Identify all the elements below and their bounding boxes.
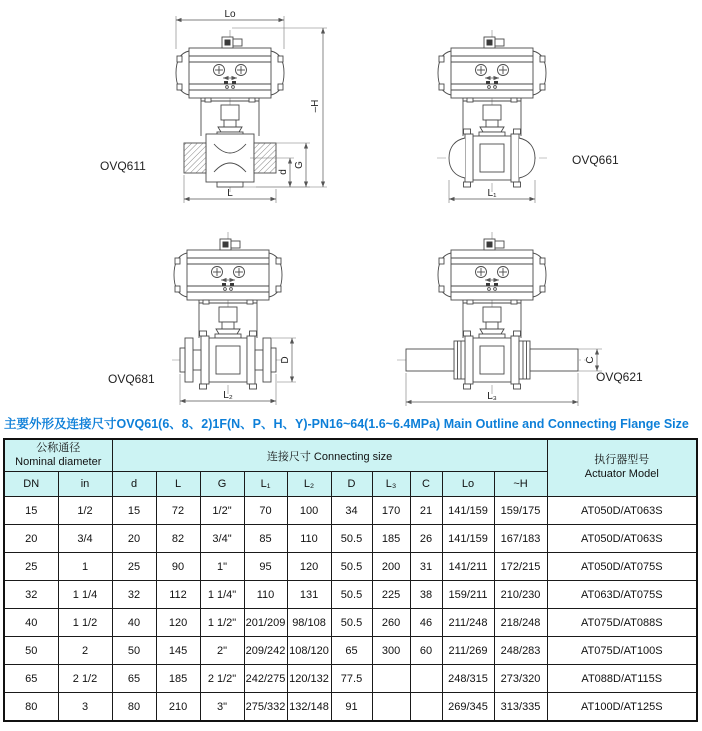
table-cell: 65 [4, 665, 58, 693]
table-cell: 46 [410, 609, 442, 637]
table-cell: 131 [287, 581, 331, 609]
table-cell: 70 [244, 497, 287, 525]
table-cell: 210/230 [494, 581, 547, 609]
table-cell: 2 [58, 637, 112, 665]
table-cell: 3 [58, 693, 112, 722]
table-cell: 1 [58, 553, 112, 581]
table-cell: AT075D/AT100S [547, 637, 697, 665]
table-row [4, 693, 697, 722]
col-l2: L₂ [287, 472, 331, 497]
table-cell: 25 [112, 553, 156, 581]
col-h: ~H [494, 472, 547, 497]
table-cell: 145 [156, 637, 200, 665]
table-cell: 91 [331, 693, 372, 722]
table-cell: 211/269 [442, 637, 494, 665]
header-nominal-zh: 公称通径 [36, 441, 81, 454]
table-cell: 209/242 [244, 637, 287, 665]
table-cell: 120 [156, 609, 200, 637]
col-dd: D [331, 472, 372, 497]
table-row [4, 609, 697, 637]
table-cell: 1 1/4 [58, 581, 112, 609]
table-cell: 141/211 [442, 553, 494, 581]
table-cell: 248/315 [442, 665, 494, 693]
table-cell: 3" [200, 693, 244, 722]
diagram-ovq661 [437, 30, 619, 203]
table-cell: 100 [287, 497, 331, 525]
table-cell: 26 [410, 525, 442, 553]
table-cell: 31 [410, 553, 442, 581]
dim-label-lo: Lo [224, 9, 236, 20]
table-cell: 40 [4, 609, 58, 637]
table-cell: 275/332 [244, 693, 287, 722]
col-l3: L₃ [372, 472, 410, 497]
model-label-ovq681: OVQ681 [108, 372, 155, 386]
dim-label-c: C [585, 356, 596, 364]
model-label-ovq621: OVQ621 [596, 370, 643, 384]
table-cell: 40 [112, 609, 156, 637]
table-cell: 167/183 [494, 525, 547, 553]
table-cell: 98/108 [287, 609, 331, 637]
table-cell: 32 [4, 581, 58, 609]
table-cell: 1 1/2 [58, 609, 112, 637]
table-cell: 108/120 [287, 637, 331, 665]
col-c: C [410, 472, 442, 497]
dimension-c [578, 349, 602, 371]
table-cell: 82 [156, 525, 200, 553]
table-cell: 50.5 [331, 609, 372, 637]
dim-label-l: L [227, 188, 233, 199]
model-label-ovq611: OVQ611 [100, 159, 146, 173]
table-cell: 60 [410, 637, 442, 665]
table-cell: 20 [4, 525, 58, 553]
table-row [4, 525, 697, 553]
header-actuator-en: Actuator Model [584, 468, 659, 480]
dim-label-h: –H [310, 99, 321, 113]
table-cell: AT050D/AT075S [547, 553, 697, 581]
table-cell [372, 693, 410, 722]
table-cell: 15 [4, 497, 58, 525]
table-cell: 50.5 [331, 581, 372, 609]
model-label-ovq661: OVQ661 [572, 153, 619, 167]
table-cell: 185 [156, 665, 200, 693]
table-row [4, 665, 697, 693]
col-in: in [58, 472, 112, 497]
header-actuator-zh: 执行器型号 [594, 454, 650, 467]
table-cell: 210 [156, 693, 200, 722]
table-cell: 110 [244, 581, 287, 609]
table-cell [410, 693, 442, 722]
dim-label-l2: L₂ [223, 390, 233, 401]
col-l: L [156, 472, 200, 497]
table-cell: 273/320 [494, 665, 547, 693]
table-cell: AT063D/AT075S [547, 581, 697, 609]
table-cell: 269/345 [442, 693, 494, 722]
header-connecting-size: 连接尺寸 Connecting size [112, 439, 547, 472]
col-d: d [112, 472, 156, 497]
table-cell: 159/211 [442, 581, 494, 609]
dim-label-d: d [278, 169, 289, 175]
valve-body-threaded [184, 134, 276, 187]
diagram-ovq681 [108, 232, 296, 405]
table-cell: 218/248 [494, 609, 547, 637]
col-g: G [200, 472, 244, 497]
table-cell: 3/4 [58, 525, 112, 553]
table-cell: 110 [287, 525, 331, 553]
table-cell: 170 [372, 497, 410, 525]
table-cell: AT100D/AT125S [547, 693, 697, 722]
dim-label-l3: L₃ [487, 391, 497, 402]
table-cell: 120/132 [287, 665, 331, 693]
table-cell: 50.5 [331, 553, 372, 581]
dim-label-g: G [294, 161, 305, 169]
table-cell: 201/209 [244, 609, 287, 637]
table-cell: 185 [372, 525, 410, 553]
table-cell: 80 [112, 693, 156, 722]
page-title: 主要外形及连接尺寸OVQ61(6、8、2)1F(N、P、H、Y)-PN16~64(1.6~6.4MPa) Main Outline and Connecting Flange Size [4, 417, 689, 431]
table-cell: 313/335 [494, 693, 547, 722]
table-cell: AT050D/AT063S [547, 497, 697, 525]
table-cell: 2 1/2 [58, 665, 112, 693]
table-row [4, 637, 697, 665]
table-cell: 1" [200, 553, 244, 581]
table-cell: 65 [112, 665, 156, 693]
table-cell: 211/248 [442, 609, 494, 637]
header-nominal-diameter [4, 439, 112, 472]
table-cell: 21 [410, 497, 442, 525]
table-cell: 112 [156, 581, 200, 609]
table-cell: 132/148 [287, 693, 331, 722]
table-row [4, 497, 697, 525]
table-row [4, 581, 697, 609]
table-cell [410, 665, 442, 693]
table-cell: 50 [112, 637, 156, 665]
table-cell: 65 [331, 637, 372, 665]
table-cell: 200 [372, 553, 410, 581]
table-cell: 1/2 [58, 497, 112, 525]
table-cell: 15 [112, 497, 156, 525]
table-cell: 242/275 [244, 665, 287, 693]
table-cell: 50.5 [331, 525, 372, 553]
diagram-ovq611 [100, 9, 327, 203]
dimension-table [3, 438, 698, 722]
table-cell: 159/175 [494, 497, 547, 525]
table-cell: 95 [244, 553, 287, 581]
diagram-ovq621 [397, 232, 643, 406]
col-lo: Lo [442, 472, 494, 497]
table-cell: 172/215 [494, 553, 547, 581]
table-row [4, 553, 697, 581]
table-cell: 248/283 [494, 637, 547, 665]
table-cell: 80 [4, 693, 58, 722]
table-cell: AT088D/AT115S [547, 665, 697, 693]
table-cell: 77.5 [331, 665, 372, 693]
table-cell: 38 [410, 581, 442, 609]
dim-label-dd: D [280, 356, 291, 364]
table-cell: 90 [156, 553, 200, 581]
table-cell: 50 [4, 637, 58, 665]
table-cell: 85 [244, 525, 287, 553]
table-cell: 1 1/4" [200, 581, 244, 609]
table-cell: 34 [331, 497, 372, 525]
table-cell: 260 [372, 609, 410, 637]
table-cell: 25 [4, 553, 58, 581]
table-cell: 225 [372, 581, 410, 609]
table-cell: 20 [112, 525, 156, 553]
table-cell: 141/159 [442, 497, 494, 525]
table-cell: 141/159 [442, 525, 494, 553]
col-l1: L₁ [244, 472, 287, 497]
table-cell: 2" [200, 637, 244, 665]
table-cell: AT050D/AT063S [547, 525, 697, 553]
table-cell: 300 [372, 637, 410, 665]
table-cell: 32 [112, 581, 156, 609]
dim-label-l1: L₁ [487, 188, 497, 199]
col-dn: DN [4, 472, 58, 497]
header-actuator-model [547, 439, 697, 497]
header-nominal-en: Nominal diameter [15, 455, 102, 468]
table-cell: 72 [156, 497, 200, 525]
table-cell: 120 [287, 553, 331, 581]
table-cell: 1 1/2" [200, 609, 244, 637]
table-cell: 1/2" [200, 497, 244, 525]
table-cell [372, 665, 410, 693]
table-cell: 3/4" [200, 525, 244, 553]
table-cell: AT075D/AT088S [547, 609, 697, 637]
table-cell: 2 1/2" [200, 665, 244, 693]
